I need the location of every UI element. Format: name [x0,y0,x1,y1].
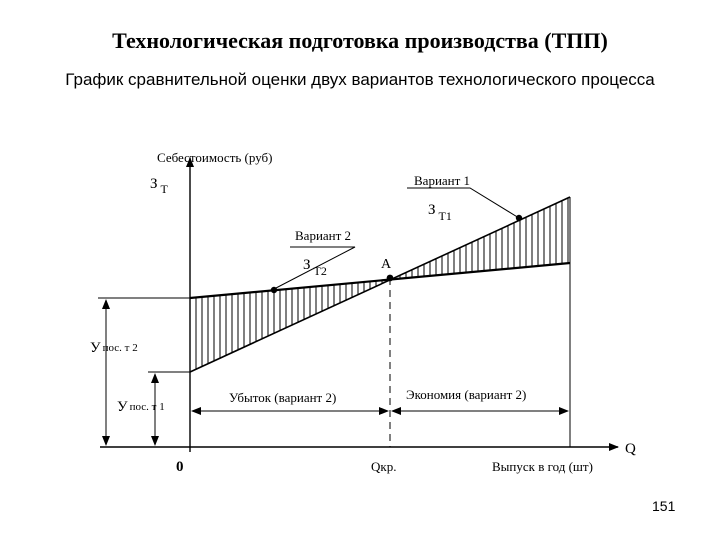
variant2-point [271,287,277,293]
intersection-label: A [381,257,392,272]
variant1-leader [407,188,519,218]
loss-label: Убыток (вариант 2) [229,390,337,405]
intersection-point-a [387,275,394,282]
savings-label: Экономия (вариант 2) [406,387,527,402]
variant2-label: Вариант 2 [295,228,352,243]
y-axis-label: Себестоимость (руб) [157,150,273,165]
variant2-symbol: З $_{Т2}$ [303,257,327,278]
variant1-cost-line [190,197,570,372]
origin-label: 0 [176,459,184,475]
annual-output-label: Выпуск в год (шт) [492,459,593,474]
variant2-cost-line [190,263,570,298]
fixed-cost-t1-label: У пос. т 1 [117,399,165,415]
fixed-cost-t2-label: У пос. т 2 [90,340,138,356]
page-number: 151 [652,498,676,514]
page-subtitle: График сравнительной оценки двух вариантов технологического процесса [65,70,655,89]
page-title: Технологическая подготовка производства (ТПП) [112,28,608,53]
variant1-label: Вариант 1 [414,173,471,188]
x-axis-label: Q [625,441,636,457]
y-symbol: З $_Т$ [150,176,168,196]
variant1-point [516,215,522,221]
critical-volume-label: Qкр. [371,459,397,474]
variant1-symbol: З $_{Т1}$ [428,202,452,223]
